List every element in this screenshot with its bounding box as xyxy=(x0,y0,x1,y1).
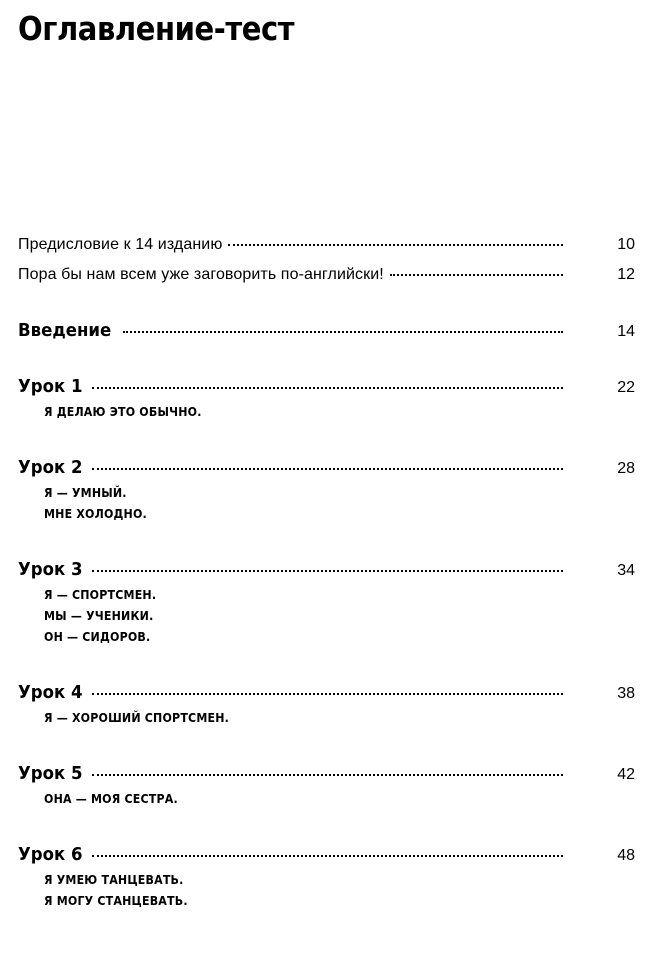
dot-leader xyxy=(390,274,563,276)
toc-page-number: 42 xyxy=(617,766,635,783)
toc-lesson-4[interactable] xyxy=(18,682,635,708)
lesson-subtitles xyxy=(18,585,635,648)
toc-lesson-5[interactable] xyxy=(18,763,635,789)
lesson-subtitles xyxy=(18,789,635,810)
toc-lesson-2[interactable] xyxy=(18,457,635,483)
toc-page-number: 22 xyxy=(617,379,635,396)
lesson-subtitle: Я ДЕЛАЮ ЭТО ОБЫЧНО. xyxy=(44,405,202,419)
lesson-subtitle: МЫ — УЧЕНИКИ. xyxy=(44,609,154,623)
lesson-label: Урок 5 xyxy=(18,763,83,784)
lesson-subtitle: Я — УМНЫЙ. xyxy=(44,486,127,500)
toc-entry-preface[interactable] xyxy=(18,236,635,266)
toc-entry-label: Предисловие к 14 изданию xyxy=(18,236,223,253)
dot-leader xyxy=(92,855,563,857)
toc-page-number: 48 xyxy=(617,847,635,864)
dot-leader xyxy=(228,244,563,246)
toc-page-number: 14 xyxy=(617,323,635,340)
dot-leader xyxy=(92,774,563,776)
toc-entry-intro-essay[interactable] xyxy=(18,266,635,296)
lesson-subtitle: Я — ХОРОШИЙ СПОРТСМЕН. xyxy=(44,711,230,725)
page-title: Оглавление-тест xyxy=(18,9,295,48)
lesson-label: Урок 6 xyxy=(18,844,83,865)
toc-lesson-1[interactable] xyxy=(18,376,635,402)
toc-page-number: 28 xyxy=(617,460,635,477)
lesson-label: Урок 4 xyxy=(18,682,83,703)
lesson-subtitle: МНЕ ХОЛОДНО. xyxy=(44,507,147,521)
dot-leader xyxy=(92,468,563,470)
dot-leader xyxy=(92,693,563,695)
table-of-contents xyxy=(18,236,635,912)
toc-page-number: 12 xyxy=(617,266,635,283)
lesson-subtitle: Я МОГУ СТАНЦЕВАТЬ. xyxy=(44,894,188,908)
lesson-subtitle: Я УМЕЮ ТАНЦЕВАТЬ. xyxy=(44,873,184,887)
toc-entry-label: Пора бы нам всем уже заговорить по-английски! xyxy=(18,266,384,283)
toc-lesson-6[interactable] xyxy=(18,844,635,870)
dot-leader xyxy=(92,570,563,572)
toc-page-number: 38 xyxy=(617,685,635,702)
dot-leader xyxy=(123,331,563,333)
lesson-subtitle: ОНА — МОЯ СЕСТРА. xyxy=(44,792,178,806)
toc-page-number: 34 xyxy=(617,562,635,579)
lesson-subtitles xyxy=(18,483,635,525)
toc-page-number: 10 xyxy=(617,236,635,253)
dot-leader xyxy=(92,387,563,389)
lesson-label: Урок 2 xyxy=(18,457,83,478)
toc-entry-introduction[interactable] xyxy=(18,320,635,346)
lesson-label: Урок 1 xyxy=(18,376,83,397)
lesson-subtitles xyxy=(18,708,635,729)
toc-lesson-3[interactable] xyxy=(18,559,635,585)
lesson-subtitles xyxy=(18,870,635,912)
toc-entry-label: Введение xyxy=(18,320,112,341)
lesson-subtitle: Я — СПОРТСМЕН. xyxy=(44,588,157,602)
lesson-subtitles xyxy=(18,402,635,423)
lesson-subtitle: ОН — СИДОРОВ. xyxy=(44,630,151,644)
lesson-label: Урок 3 xyxy=(18,559,83,580)
